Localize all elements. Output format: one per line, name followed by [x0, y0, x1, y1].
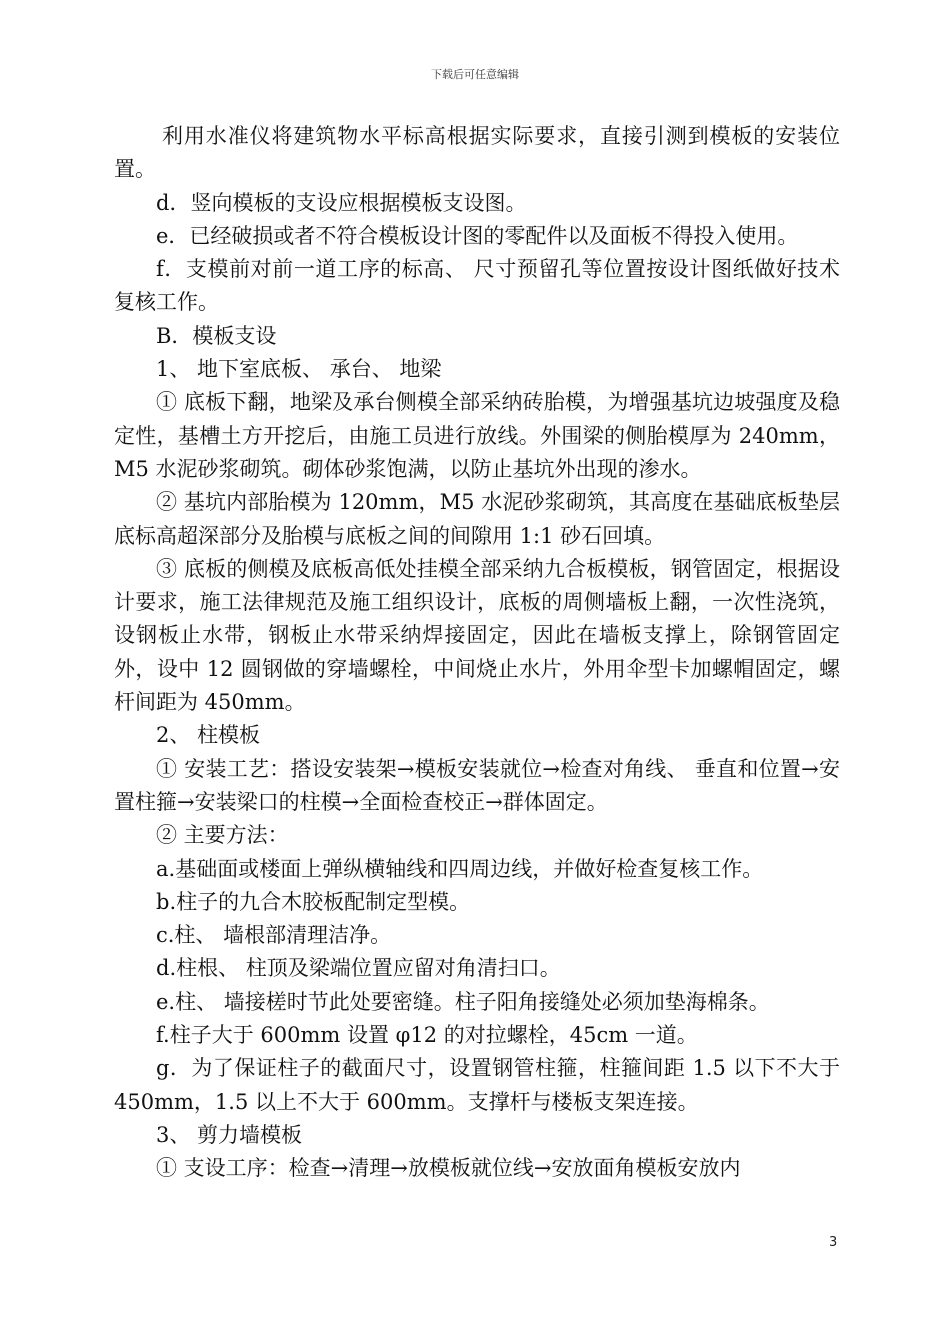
document-body [114, 120, 840, 1186]
subsection-heading: 3、 剪力墙模板 [156, 1122, 303, 1147]
list-item: c.柱、 墙根部清理洁净。 [156, 923, 392, 948]
paragraph: ② 基坑内部胎模为 120mm，M5 水泥砂浆砌筑，其高度在基础底板垫层底标高超深部分及胎模与底板之间的间隙用 1:1 砂石回填。 [114, 490, 840, 548]
paragraph: ① 底板下翻，地梁及承台侧模全部采纳砖胎模，为增强基坑边坡强度及稳定性，基槽土方开挖后，由施工员进行放线。外围梁的侧胎模厚为 240mm，M5 水泥砂浆砌筑。砌体砂浆饱满，以防止基坑外出现的渗水。 [114, 390, 840, 481]
paragraph: ③ 底板的侧模及底板高低处挂模全部采纳九合板模板，钢管固定，根据设计要求，施工法律规范及施工组织设计，底板的周侧墙板上翻，一次性浇筑，设钢板止水带，钢板止水带采纳焊接固定，因此在墙板支撑上，除钢管固定外，设中 12 圆钢做的穿墙螺栓，中间烧止水片，外用伞型卡加螺帽固定，螺杆间距为 450mm。 [114, 556, 840, 715]
list-item: e.柱、 墙接槎时节此处要密缝。柱子阳角接缝处必须加垫海棉条。 [156, 989, 770, 1014]
paragraph: f．支模前对前一道工序的标高、 尺寸预留孔等位置按设计图纸做好技术复核工作。 [114, 257, 840, 315]
paragraph: 利用水准仪将建筑物水平标高根据实际要求，直接引测到模板的安装位置。 [114, 124, 840, 182]
paragraph: d．竖向模板的支设应根据模板支设图。 [156, 190, 527, 215]
paragraph: ① 安装工艺：搭设安装架→模板安装就位→检查对角线、 垂直和位置→安置柱箍→安装梁口的柱模→全面检查校正→群体固定。 [114, 756, 840, 814]
list-item: f.柱子大于 600mm 设置 φ12 的对拉螺栓，45cm 一道。 [156, 1023, 698, 1048]
list-item: b.柱子的九合木胶板配制定型模。 [156, 889, 471, 914]
page-number: 3 [829, 1235, 838, 1250]
subsection-heading: 1、 地下室底板、 承台、 地梁 [156, 357, 442, 382]
list-item: a.基础面或楼面上弹纵横轴线和四周边线，并做好检查复核工作。 [156, 856, 764, 881]
list-item: d.柱根、 柱顶及梁端位置应留对角清扫口。 [156, 956, 561, 981]
paragraph: ① 支设工序：检查→清理→放模板就位线→安放面角模板安放内 [156, 1156, 741, 1181]
list-item: g．为了保证柱子的截面尺寸，设置钢管柱箍，柱箍间距 1.5 以下不大于 450mm，1.5 以上不大于 600mm。支撑杆与楼板支架连接。 [114, 1056, 840, 1114]
paragraph: e．已经破损或者不符合模板设计图的零配件以及面板不得投入使用。 [156, 223, 799, 248]
paragraph: ② 主要方法： [156, 823, 289, 848]
section-heading: B．模板支设 [156, 323, 277, 348]
header-note: 下载后可任意编辑 [431, 68, 519, 81]
subsection-heading: 2、 柱模板 [156, 723, 261, 748]
